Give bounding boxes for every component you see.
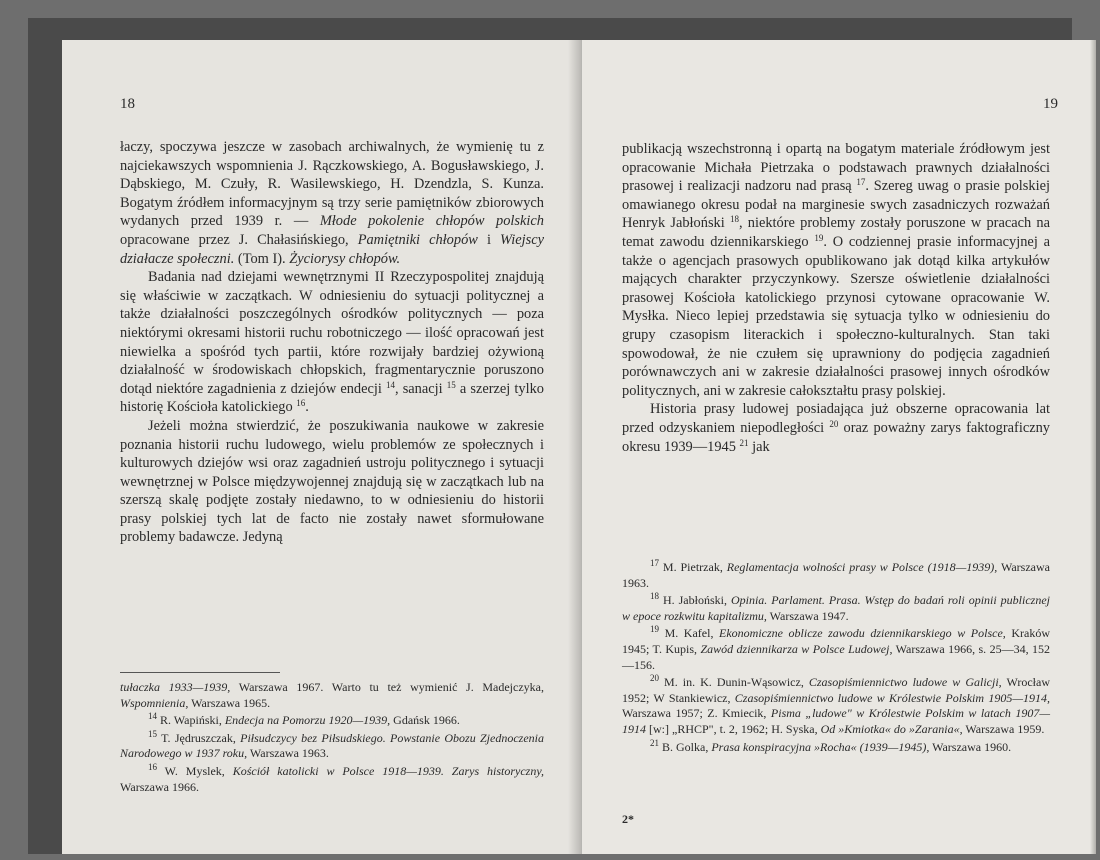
text-run: B. Golka, <box>659 739 712 754</box>
italic-title: Pisma „ludowe" w Królestwie Polskim w latach 1907—1914 <box>622 706 1050 736</box>
footnote <box>120 680 544 711</box>
footnote <box>120 761 544 795</box>
text-run: . Szereg uwag o prasie polskiej omawianego okresu podał na marginesie swych zasadniczych rozważań Henryk Jabłoński <box>622 178 1050 232</box>
page-number: 19 <box>1043 96 1058 112</box>
italic-title: Ekonomiczne oblicze zawodu dziennikarskiego w Polsce, <box>719 626 1006 641</box>
text-run: Warszawa 1966, s. 25—34, 152—156. <box>622 641 1050 672</box>
footnote <box>622 675 1050 737</box>
footnote-rule <box>120 672 280 673</box>
footnote <box>120 713 544 729</box>
italic-title: Od »Kmiotka« do »Zarania«, <box>820 721 963 736</box>
footnote-ref: 21 <box>650 737 659 748</box>
body-text <box>120 138 544 547</box>
footnote-ref: 16 <box>148 761 157 772</box>
text-run: (Tom I). <box>234 250 290 267</box>
text-run: Warszawa 1967. Warto tu też wymienić J. Madejczyka, <box>230 680 544 694</box>
footnote <box>622 593 1050 624</box>
text-run: [w:] „RHCP", t. 2, 1962; H. Syska, <box>646 721 821 736</box>
italic-title: Zawód dziennikarza w Polsce Ludowej, <box>700 641 893 656</box>
right-page <box>582 40 1096 854</box>
italic-title: Wspomnienia, <box>120 695 189 710</box>
italic-title: Opinia. Parlament. Prasa. Wstęp do badań roli opinii publicznej w epoce rozkwitu kapitalizmu, <box>622 593 1051 623</box>
footnote <box>622 737 1050 756</box>
text-run: Gdańsk 1966. <box>390 713 460 728</box>
paragraph <box>120 268 544 417</box>
text-run: , sanacji <box>394 380 447 397</box>
paragraph <box>622 400 1050 456</box>
footnote-ref: 21 <box>739 437 749 448</box>
text-run: opracowane przez J. Chałasińskiego, <box>120 231 358 248</box>
footnote-ref: 18 <box>650 591 659 602</box>
body-text <box>622 140 1050 456</box>
footnote <box>622 626 1050 673</box>
italic-title: Reglamentacja wolności prasy w Polsce (1918—1939), <box>726 560 998 574</box>
text-run: Historia prasy ludowej posiadająca już obszerne opracowania lat przed odzyskaniem niepodległości <box>622 401 1050 436</box>
italic-title: Kościół katolicki w Polsce 1918—1939. Zarys historyczny, <box>232 763 544 778</box>
italic-title: Życiorysy chłopów. <box>289 250 401 267</box>
italic-title: Czasopiśmiennictwo ludowe w Galicji, <box>808 675 1002 690</box>
footnote-ref: 20 <box>650 673 659 684</box>
italic-title: Pamiętniki chłopów <box>357 231 478 248</box>
footnotes <box>622 560 1050 757</box>
footnote <box>120 728 544 762</box>
page-edge-shadow <box>1090 40 1096 854</box>
footnote-ref: 15 <box>148 728 157 739</box>
text-run: R. Wapiński, <box>157 713 225 728</box>
text-run: Kraków 1945; T. Kupis, <box>622 626 1050 656</box>
footnote-ref: 19 <box>650 624 659 635</box>
text-run: łaczy, spoczywa jeszcze w zasobach archiwalnych, że wymienię tu z najciekawszych wspomnienia J. Rączkowskiego, A. Bogusławskiego, J. Dąbskiego, M. Czuły, R. Wasilewskiego, H. Dzendzla, S. Kunza. Bogatym źródłem informacyjnym są trzy serie pamiętników zbiorowych wydanych przed 1939 r. — <box>120 139 544 230</box>
text-run: Warszawa 1966. <box>120 779 200 794</box>
text-run: Warszawa 1963. <box>622 560 1050 590</box>
footnote-ref: 14 <box>385 379 395 390</box>
italic-title: tułaczka 1933—1939, <box>120 680 231 694</box>
footnote-ref: 18 <box>729 214 739 225</box>
footnotes <box>120 680 544 797</box>
footnote-ref: 19 <box>814 232 824 243</box>
footnote <box>622 560 1050 591</box>
left-page <box>62 40 582 854</box>
text-run: Warszawa 1963. <box>247 746 329 761</box>
text-run: a szerzej tylko historię Kościoła katolickiego <box>120 380 545 416</box>
page-number: 18 <box>120 96 135 112</box>
text-run: Warszawa 1965. <box>188 695 271 710</box>
text-run: Warszawa 1960. <box>929 739 1012 754</box>
text-run: Badania nad dziejami wewnętrznymi II Rzeczypospolitej znajdują się właściwie w zaczątkach. W odniesieniu do sytuacji politycznej a także działalności poszczególnych ośrodków politycznych — poza niektórymi okresami historii ruchu robotniczego — ilość opracowań jest niewielka a spośród tych partii, które rozwijały bardziej ożywioną działalność w środowiskach chłopskich, fragmentarycznie poruszono dotąd niektóre zagadnienia z dziejów endecji <box>120 269 544 397</box>
text-run: , niektóre problemy zostały poruszone w pracach na temat zawodu dziennikarskiego <box>622 215 1051 250</box>
footnote-ref: 14 <box>148 711 157 722</box>
text-run: Warszawa 1947. <box>766 608 849 623</box>
footnote-ref: 17 <box>650 558 659 568</box>
text-run: publikacją wszechstronną i opartą na bogatym materiale źródłowym jest opracowanie Michała Pietrzaka o podstawach prawnych działalności prasowej i realizacji nadzoru nad prasą <box>622 141 1050 195</box>
paragraph <box>120 138 544 268</box>
text-run: Jeżeli można stwierdzić, że poszukiwania naukowe w zakresie poznania historii ruchu ludowego, wielu problemów ze społecznych i kulturowych dziejów wsi oraz zagadnień ustroju politycznego i sytuacji wewnętrznej w Polsce międzywojennej znajdują się w zaczątkach lub na szerszą skalę podjęte zostały niedawno, to w odniesieniu do historii prasy polskiej tych lat de facto nie zostały nawet sformułowane problemy badawcze. Jedyną <box>120 417 544 546</box>
text-run: Wrocław 1952; W Stankiewicz, <box>622 675 1051 705</box>
text-run: H. Jabłoński, <box>659 593 731 608</box>
text-run: M. Kafel, <box>659 626 720 641</box>
text-run: Warszawa 1959. <box>962 721 1045 736</box>
italic-title: Wiejscy działacze społeczni. <box>120 231 544 267</box>
footnote-ref: 15 <box>446 379 456 390</box>
footnote-ref: 17 <box>856 177 866 188</box>
text-run: M. in. K. Dunin-Wąsowicz, <box>659 675 809 690</box>
text-run: oraz poważny zarys faktograficzny okresu 1939—1945 <box>622 419 1051 455</box>
text-run: T. Jędruszczak, <box>157 730 241 745</box>
book-spread <box>28 18 1072 854</box>
signature-mark: 2* <box>622 812 634 826</box>
italic-title: Endecja na Pomorzu 1920—1939, <box>224 713 391 728</box>
italic-title: Młode pokolenie chłopów polskich <box>319 213 545 230</box>
paragraph <box>120 417 544 547</box>
text-run: Warszawa 1957; Z. Kmiecik, <box>622 706 771 721</box>
text-run: . <box>305 399 309 416</box>
paragraph <box>622 140 1050 400</box>
footnote-ref: 16 <box>296 398 306 409</box>
text-run: i <box>477 231 501 248</box>
text-run: . O codziennej prasie informacyjnej a także o agencjach prasowych opublikowano jak dotąd kilka artykułów mających charakter przyczynkowy. Szersze oświetlenie działalności prasowej Kościoła katolickiego przynosi cytowane opracowanie W. Mysłka. Nieco lepiej przedstawia się sytuacja tylko w odniesieniu do grupy czasopism literackich i społeczno-kulturalnych. Stan taki spowodował, że nie czułem się uprawniony do podjęcia zagadnień porównawczych ani w zakresie działalności prasowej innych ośrodków politycznych, ani w zakresie całokształtu prasy polskiej. <box>622 233 1050 399</box>
italic-title: Prasa konspiracyjna »Rocha« (1939—1945), <box>711 739 930 754</box>
footnote-ref: 20 <box>829 418 839 429</box>
text-run: M. Pietrzak, <box>659 560 727 574</box>
italic-title: Piłsudczycy bez Piłsudskiego. Powstanie Obozu Zjednoczenia Narodowego w 1937 roku, <box>120 730 544 761</box>
italic-title: Czasopiśmiennictwo ludowe w Królestwie Polskim 1905—1914, <box>734 690 1051 705</box>
text-run: W. Myslek, <box>157 763 233 778</box>
text-run: jak <box>748 438 770 455</box>
